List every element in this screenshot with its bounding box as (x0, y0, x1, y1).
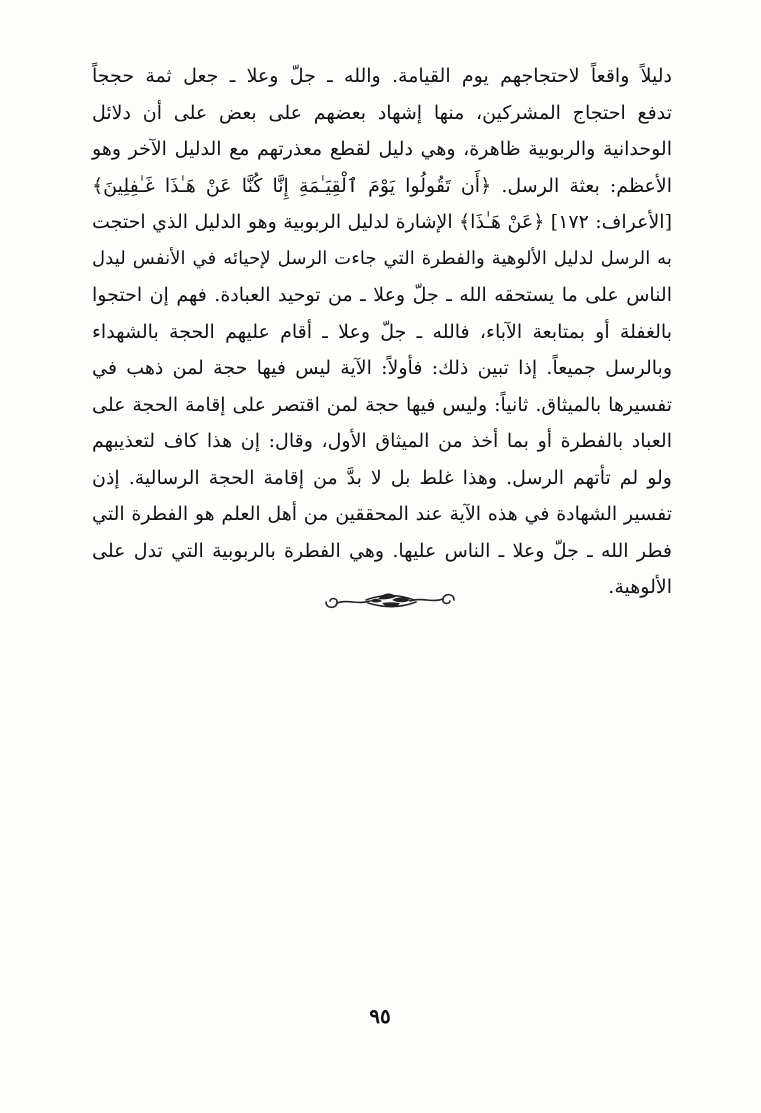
text-line: الوحدانية والربوبية ظاهرة، وهي دليل لقطع معذرتهم مع الدليل الآخر وهو (92, 138, 672, 160)
text-line: تدفع احتجاج المشركين، منها إشهاد بعضهم على بعض على أن دلائل (92, 101, 672, 124)
text-line-last: الألوهية. (608, 576, 672, 598)
text-line: ولو لم تأتهم الرسل. وهذا غلط بل لا بدَّ من إقامة الحجة الرسالية. إذن (92, 466, 672, 489)
text-line: بالغفلة أو بمتابعة الآباء، فالله ـ جلّ وعلا ـ أقام عليهم الحجة بالشهداء (92, 320, 672, 343)
body-text (92, 58, 672, 606)
text-line: [الأعراف: ١٧٢] ﴿عَنْ هَـٰذَا﴾ الإشارة لدليل الربوبية وهو الدليل الذي احتجت (92, 211, 672, 233)
text-line: الناس على ما يستحقه الله ـ جلّ وعلا ـ من توحيد العبادة. فهم إن احتجوا (92, 284, 672, 306)
text-line-quran-verse: الأعظم: بعثة الرسل. ﴿أَن تَقُولُوا يَوْمَ ٱلْقِيَـٰمَةِ إِنَّا كُنَّا عَنْ هَـٰذَا غَـٰفِلِينَ﴾ (92, 174, 672, 197)
text-line: دليلاً واقعاً لاحتجاجهم يوم القيامة. والله ـ جلّ وعلا ـ جعل ثمة حججاً (92, 65, 672, 87)
page-number: ٩٥ (369, 1004, 391, 1028)
floral-divider-icon (322, 588, 458, 614)
text-line: العباد بالفطرة أو بما أخذ من الميثاق الأول، وقال: إن هذا كاف لتعذيبهم (92, 430, 672, 452)
text-line: به الرسل لدليل الألوهية والفطرة التي جاءت الرسل لإحيائه في الأنفس ليدل (92, 247, 672, 269)
text-line: تفسيرها بالميثاق. ثانياً: وليس فيها حجة لمن اقتصر على إقامة الحجة على (92, 393, 672, 416)
text-line: تفسير الشهادة في هذه الآية عند المحققين من أهل العلم هو الفطرة التي (92, 503, 672, 525)
text-line: فطر الله ـ جلّ وعلا ـ الناس عليها. وهي الفطرة بالربوبية التي تدل على (92, 539, 672, 562)
text-line: وبالرسل جميعاً. إذا تبين ذلك: فأولاً: الآية ليس فيها حجة لمن ذهب في (92, 357, 672, 379)
